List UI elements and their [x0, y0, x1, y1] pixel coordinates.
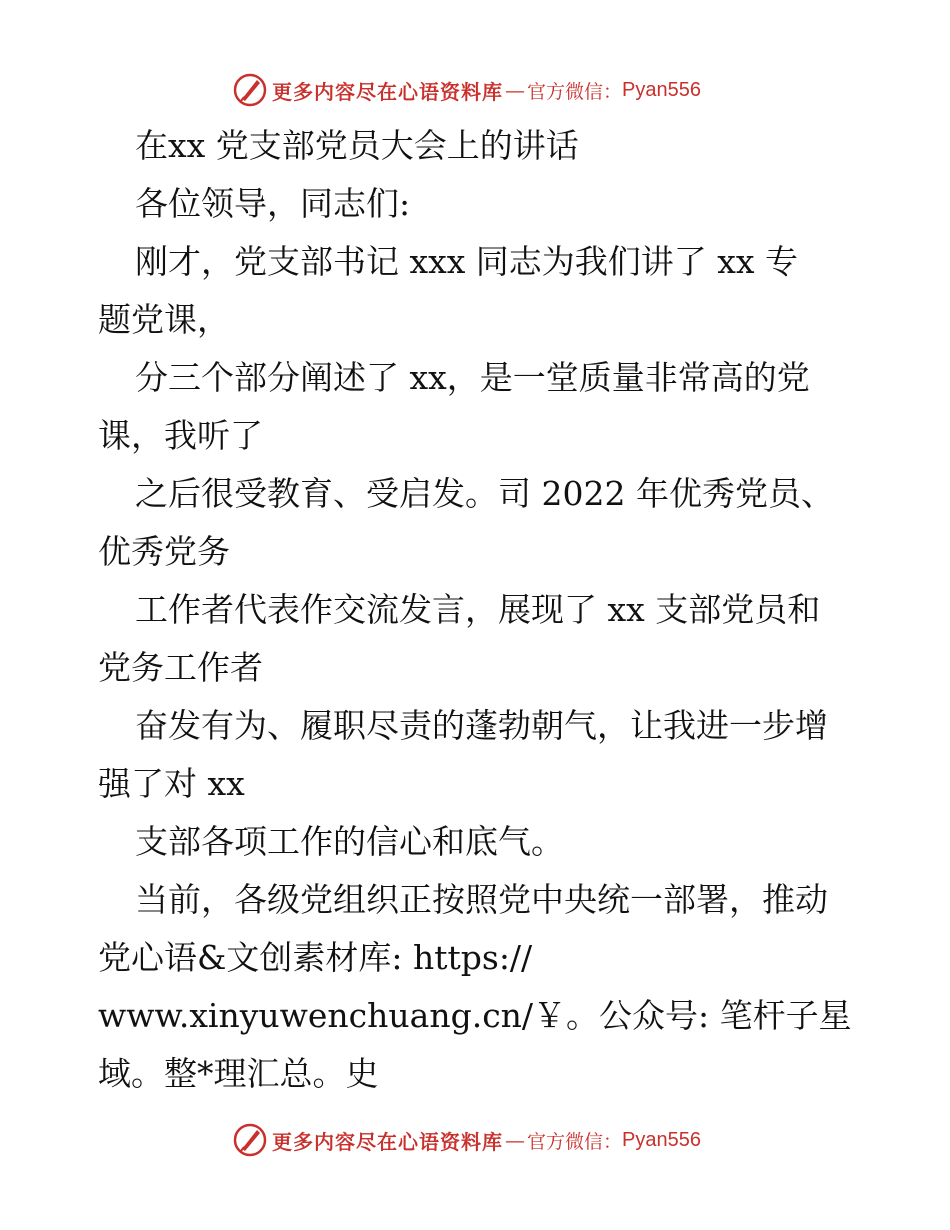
banner-wechat-label: 官方微信： — [527, 1130, 623, 1153]
quill-pen-logo-icon — [232, 72, 268, 108]
banner-main-text: 更多内容尽在心语资料库 — [272, 1129, 503, 1154]
body-line: 课，我听了 — [98, 416, 263, 455]
salutation: 各位领导，同志们: — [135, 184, 411, 223]
document-title: 在xx 党支部党员大会上的讲话 — [135, 126, 579, 165]
body-line: 题党课， — [98, 300, 230, 339]
banner-separator: — — [505, 78, 525, 102]
banner-wechat-id: Pyan556 — [622, 1128, 701, 1151]
body-line: 之后很受教育、受启发。司 2022 年优秀党员、 — [135, 474, 834, 513]
banner-wechat-label: 官方微信： — [527, 80, 623, 103]
body-line: www.xinyuwenchuang.cn/￥。公众号: 笔杆子星 — [98, 996, 852, 1035]
banner-wechat-id: Pyan556 — [622, 78, 701, 101]
body-line: 工作者代表作交流发言，展现了 xx 支部党员和 — [135, 590, 821, 629]
body-line: 党务工作者 — [98, 648, 263, 687]
body-line: 支部各项工作的信心和底气。 — [135, 822, 564, 861]
body-line: 优秀党务 — [98, 532, 230, 571]
footer-banner[interactable] — [232, 1120, 701, 1160]
header-banner[interactable] — [232, 70, 701, 110]
banner-main-text: 更多内容尽在心语资料库 — [272, 79, 503, 104]
banner-separator: — — [505, 1128, 525, 1152]
body-line: 奋发有为、履职尽责的蓬勃朝气，让我进一步增 — [135, 706, 828, 745]
document-body — [98, 117, 868, 1103]
body-line: 当前，各级党组织正按照党中央统一部署，推动 — [135, 880, 828, 919]
body-line: 分三个部分阐述了 xx，是一堂质量非常高的党 — [135, 358, 810, 397]
body-line: 党心语&文创素材库: https:// — [98, 938, 533, 977]
body-line: 域。整*理汇总。史 — [98, 1054, 379, 1093]
body-line: 刚才，党支部书记 xxx 同志为我们讲了 xx 专 — [135, 242, 799, 281]
quill-pen-logo-icon — [232, 1122, 268, 1158]
body-line: 强了对 xx — [98, 764, 245, 803]
